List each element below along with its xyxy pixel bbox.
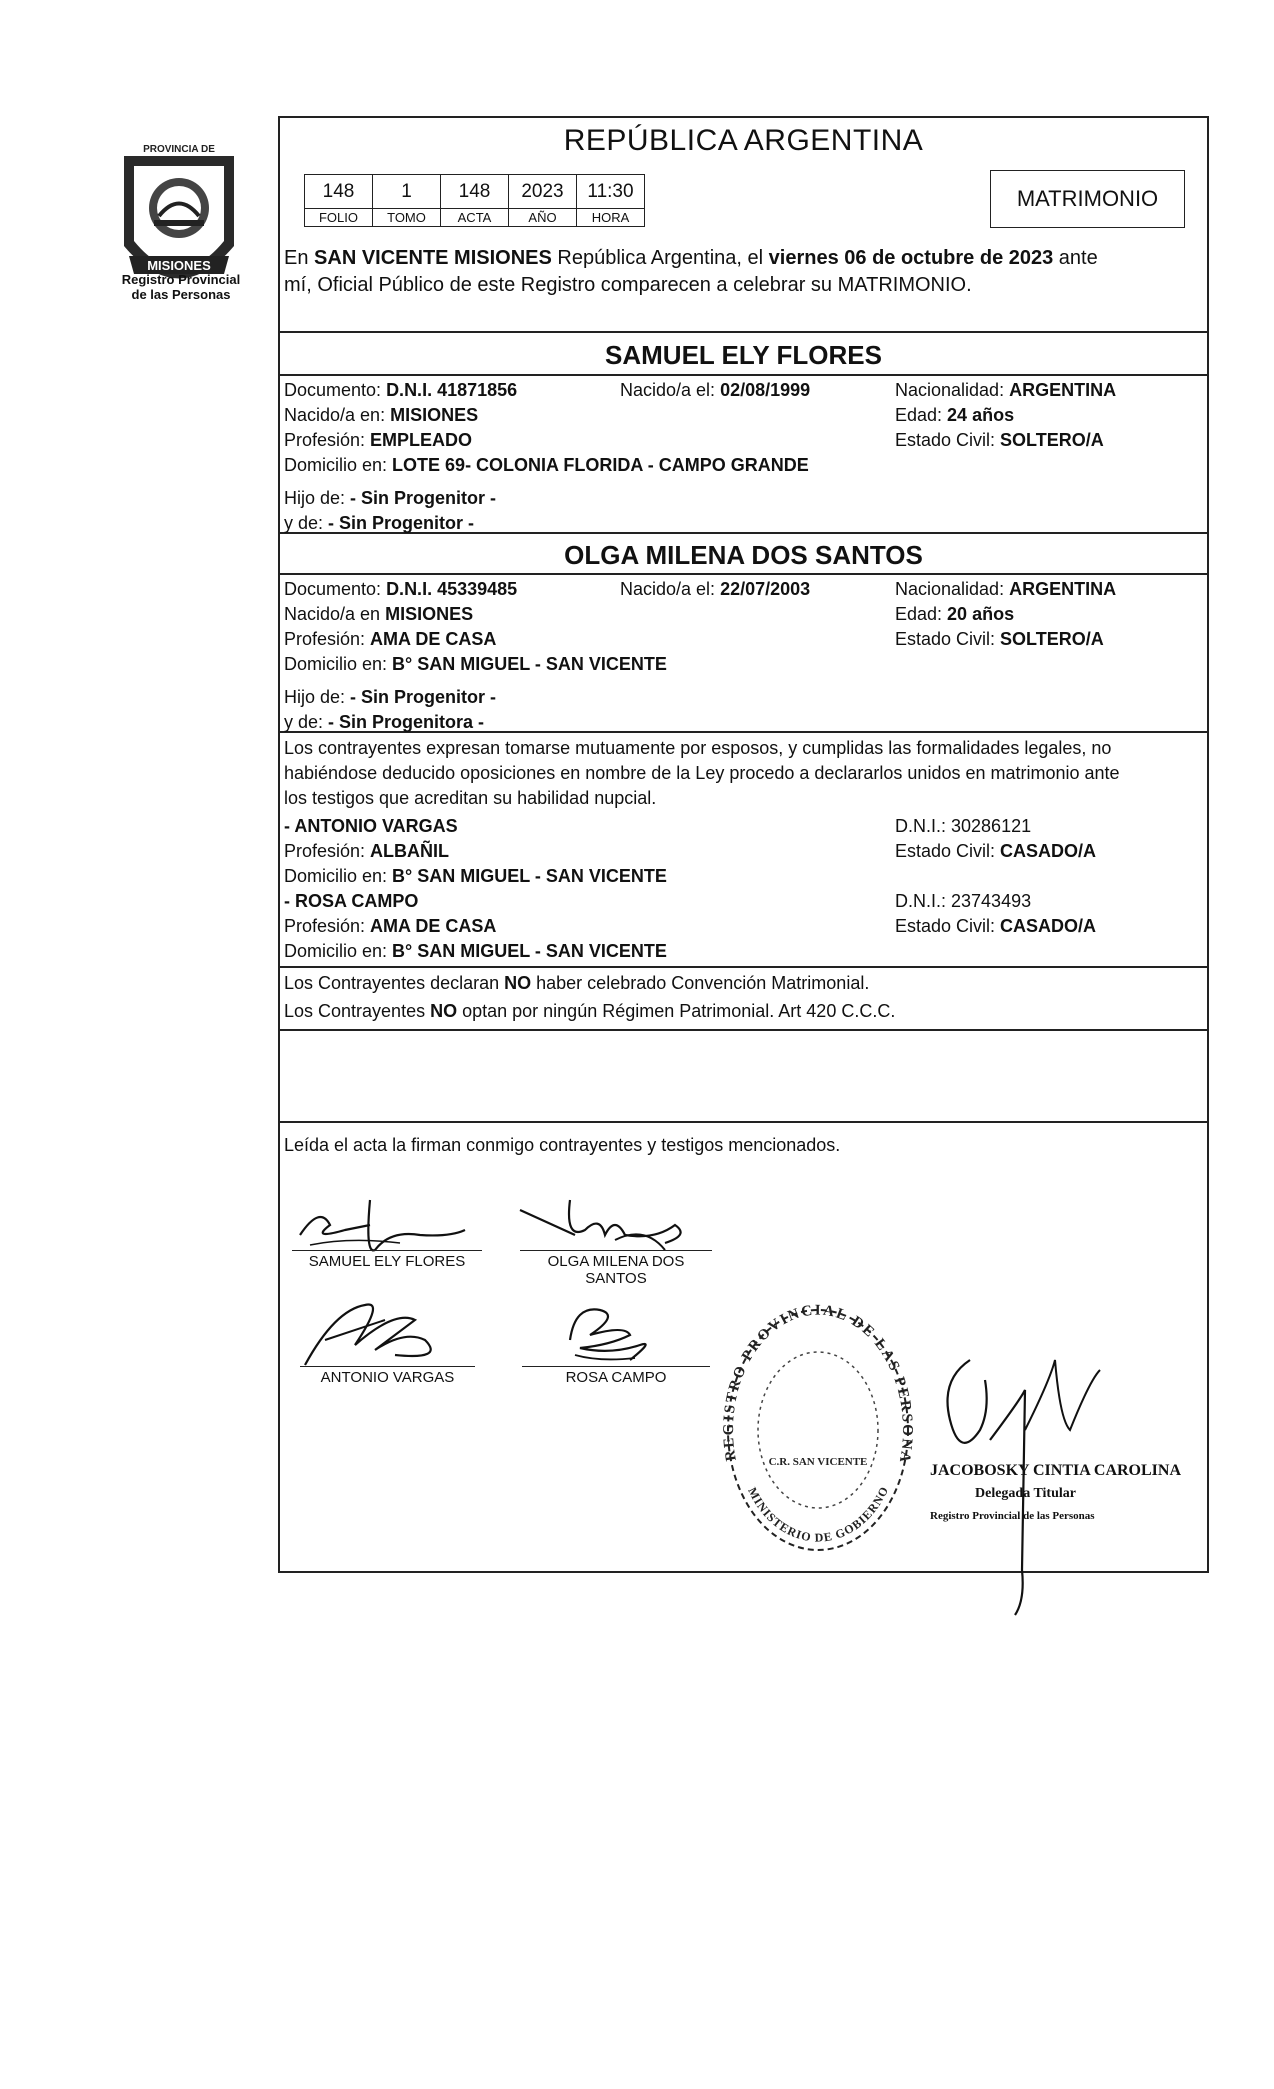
witness1-name: - ANTONIO VARGAS xyxy=(284,816,458,836)
signature-line xyxy=(292,1250,482,1251)
witness1-address: Domicilio en: B° SAN MIGUEL - SAN VICENTE xyxy=(284,866,667,886)
divider xyxy=(278,966,1209,968)
acta-label: ACTA xyxy=(441,209,509,227)
declaration-line: habiéndose deducido oposiciones en nombre de la Ley procedo a declararlos unidos en matrimonio ante xyxy=(284,763,1120,783)
divider xyxy=(278,573,1209,575)
divider xyxy=(278,374,1209,376)
spouse2-age: Edad: 20 años xyxy=(895,604,1015,624)
spouse1-age: Edad: 24 años xyxy=(895,405,1015,425)
registry-name-line1: Registro Provincial xyxy=(121,272,241,287)
ceremony-place: SAN VICENTE MISIONES xyxy=(314,247,552,269)
page-title: REPÚBLICA ARGENTINA xyxy=(563,124,924,157)
signature-name-olga: OLGA MILENA DOS SANTOS xyxy=(547,1253,685,1287)
stamp-center-text: C.R. SAN VICENTE xyxy=(768,1456,868,1468)
official-role: Delegada Titular xyxy=(975,1486,1076,1501)
hour-value: 11:30 xyxy=(577,175,645,209)
signature-name-samuel: SAMUEL ELY FLORES xyxy=(308,1253,466,1270)
official-stamp xyxy=(712,1288,928,1570)
tomo-value: 1 xyxy=(373,175,441,209)
logo-top-text: PROVINCIA DE xyxy=(143,144,215,155)
spouse1-document: Documento: D.N.I. 41871856 xyxy=(284,380,518,400)
signature-rosa xyxy=(560,1300,670,1370)
signature-line xyxy=(522,1366,710,1367)
divider xyxy=(278,331,1209,333)
witness1-dni: D.N.I.: 30286121 xyxy=(895,816,1032,836)
witness2-address: Domicilio en: B° SAN MIGUEL - SAN VICENTE xyxy=(284,941,667,961)
signature-line xyxy=(520,1250,712,1251)
registry-table xyxy=(304,174,645,227)
patrimonial-regime-statement: Los Contrayentes NO optan por ningún Régimen Patrimonial. Art 420 C.C.C. xyxy=(284,1001,896,1021)
year-value: 2023 xyxy=(509,175,577,209)
convention-statement: Los Contrayentes declaran NO haber celebrado Convención Matrimonial. xyxy=(284,973,870,993)
spouse1-name: SAMUEL ELY FLORES xyxy=(605,340,882,370)
stamp-ring-text: REGISTRO PROVINCIAL DE LAS PERSONAS xyxy=(712,1288,916,1466)
intro-text: República Argentina, el xyxy=(551,247,769,269)
intro-paragraph xyxy=(284,245,1206,299)
spouse2-nationality: Nacionalidad: ARGENTINA xyxy=(895,579,1117,599)
spouse1-parent1: Hijo de: - Sin Progenitor - xyxy=(284,488,497,508)
witness1-profession: Profesión: ALBAÑIL xyxy=(284,841,450,861)
svg-text:MINISTERIO DE GOBIERNO xyxy=(745,1484,891,1545)
official-office: Registro Provincial de las Personas xyxy=(930,1510,1095,1522)
spouse1-birthdate: Nacido/a el: 02/08/1999 xyxy=(620,380,811,400)
witness2-civil-status: Estado Civil: CASADO/A xyxy=(895,916,1097,936)
witness2-name: - ROSA CAMPO xyxy=(284,891,419,911)
spouse2-birthdate: Nacido/a el: 22/07/2003 xyxy=(620,579,811,599)
signature-antonio xyxy=(295,1290,485,1370)
divider xyxy=(278,1121,1209,1123)
spouse2-civil-status: Estado Civil: SOLTERO/A xyxy=(895,629,1104,649)
spouse2-profession: Profesión: AMA DE CASA xyxy=(284,629,497,649)
divider xyxy=(278,1029,1209,1031)
witness1-civil-status: Estado Civil: CASADO/A xyxy=(895,841,1097,861)
closing-statement: Leída el acta la firman conmigo contrayentes y testigos mencionados. xyxy=(284,1135,841,1155)
tomo-label: TOMO xyxy=(373,209,441,227)
stamp-bottom-text: MINISTERIO DE GOBIERNO xyxy=(745,1483,892,1545)
witness2-dni: D.N.I.: 23743493 xyxy=(895,891,1032,911)
svg-text:REGISTRO PROVINCIAL DE LAS PER xyxy=(713,1288,915,1466)
official-name: JACOBOSKY CINTIA CAROLINA xyxy=(930,1462,1181,1479)
signature-name-antonio: ANTONIO VARGAS xyxy=(320,1369,455,1386)
intro-text: mí, Oficial Público de este Registro comparecen a celebrar su MATRIMONIO. xyxy=(284,274,972,296)
declaration-line: Los contrayentes expresan tomarse mutuamente por esposos, y cumplidas las formalidades legales, no xyxy=(284,738,1112,758)
intro-text: ante xyxy=(1053,247,1098,269)
year-label: AÑO xyxy=(509,209,577,227)
spouse1-birthplace: Nacido/a en: MISIONES xyxy=(284,405,479,425)
signature-line xyxy=(300,1366,475,1367)
spouse2-document: Documento: D.N.I. 45339485 xyxy=(284,579,518,599)
spouse1-parent2: y de: - Sin Progenitor - xyxy=(284,513,475,533)
folio-value: 148 xyxy=(305,175,373,209)
spouse2-birthplace: Nacido/a en MISIONES xyxy=(284,604,474,624)
spouse1-civil-status: Estado Civil: SOLTERO/A xyxy=(895,430,1104,450)
logo-ribbon-text: MISIONES xyxy=(147,258,211,273)
signature-name-rosa: ROSA CAMPO xyxy=(565,1369,667,1386)
document-type-box: MATRIMONIO xyxy=(990,170,1185,228)
spouse2-address: Domicilio en: B° SAN MIGUEL - SAN VICENTE xyxy=(284,654,667,674)
witness2-profession: Profesión: AMA DE CASA xyxy=(284,916,497,936)
spouse1-address: Domicilio en: LOTE 69- COLONIA FLORIDA - CAMPO GRANDE xyxy=(284,455,809,475)
spouse2-name: OLGA MILENA DOS SANTOS xyxy=(564,540,923,570)
registry-name-line2: de las Personas xyxy=(131,287,231,302)
registry-name xyxy=(96,272,266,302)
spouse2-parent1: Hijo de: - Sin Progenitor - xyxy=(284,687,497,707)
ceremony-date: viernes 06 de octubre de 2023 xyxy=(768,247,1054,269)
declaration-line: los testigos que acreditan su habilidad nupcial. xyxy=(284,788,657,808)
folio-label: FOLIO xyxy=(305,209,373,227)
spouse2-parent2: y de: - Sin Progenitora - xyxy=(284,712,485,732)
spouse1-nationality: Nacionalidad: ARGENTINA xyxy=(895,380,1117,400)
hour-label: HORA xyxy=(577,209,645,227)
spouse1-profession: Profesión: EMPLEADO xyxy=(284,430,473,450)
intro-text: En xyxy=(284,247,315,269)
acta-value: 148 xyxy=(441,175,509,209)
